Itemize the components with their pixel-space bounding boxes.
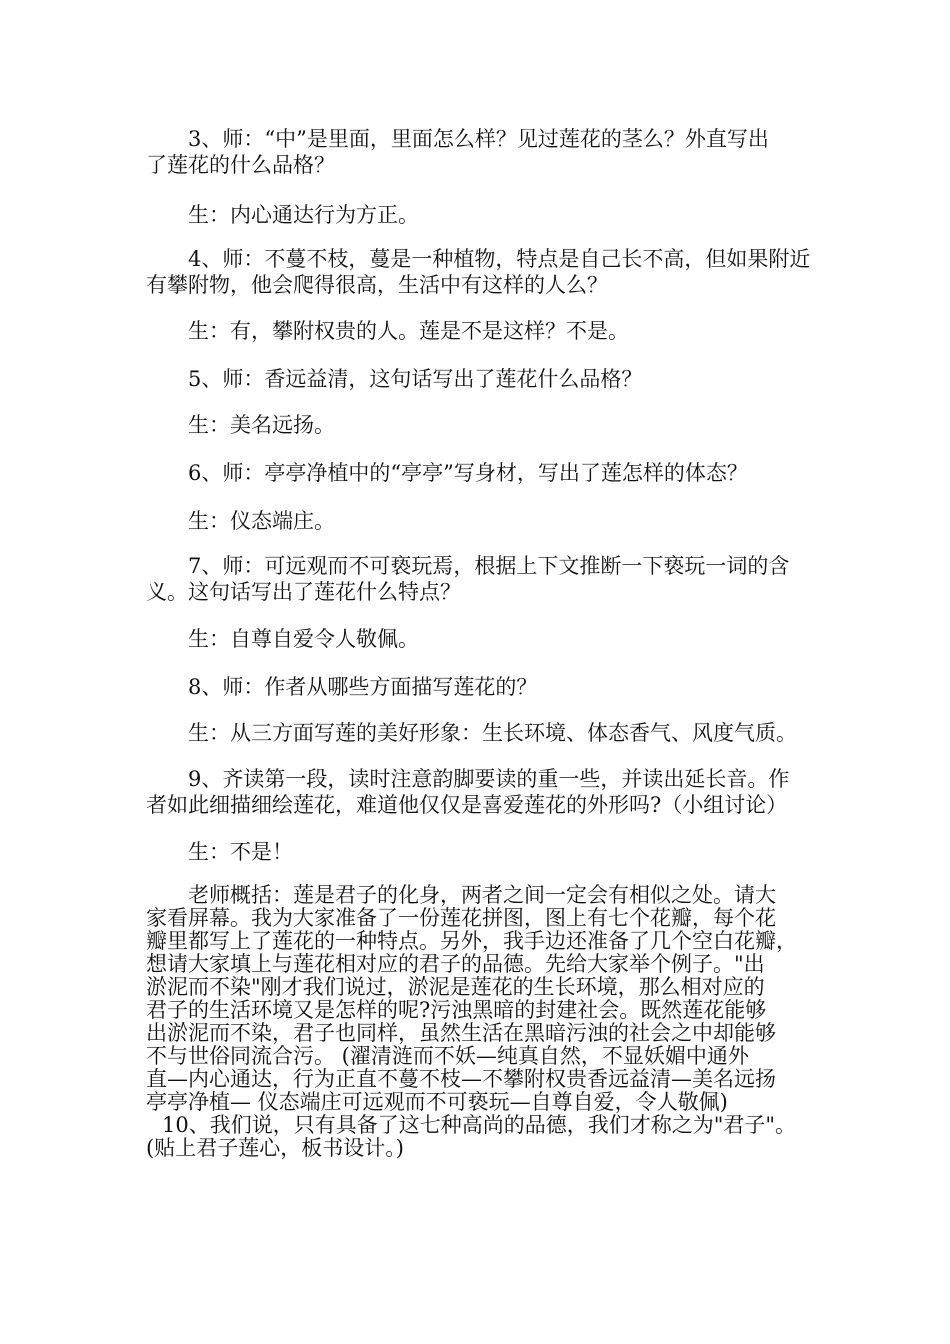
text-line: 生：内心通达行为方正。: [188, 203, 419, 227]
text-line: 8、师：作者从哪些方面描写莲花的？: [188, 675, 538, 699]
paragraph-student-4: [146, 318, 814, 344]
paragraph-teacher-8: [146, 674, 814, 700]
paragraph-student-9: [146, 839, 814, 865]
text-line: 家看屏幕。我为大家准备了一份莲花拼图，图上有七个花瓣，每个花: [146, 906, 776, 930]
text-line: 淤泥而不染"刚才我们说过，淤泥是莲花的生长环境，那么相对应的: [146, 975, 765, 999]
text-line: 有攀附物，他会爬得很高，生活中有这样的人么？: [146, 273, 608, 297]
text-line: 10、我们说，只有具备了这七种高尚的品德，我们才称之为"君子"。: [162, 1113, 797, 1137]
text-line: 生：不是！: [188, 840, 293, 864]
paragraph-student-8: [146, 720, 814, 746]
paragraph-step-10: [146, 1114, 814, 1160]
paragraph-teacher-7: [146, 553, 814, 605]
text-line: 亭亭净植— 仪态端庄可远观而不可亵玩—自尊自爱，令人敬佩): [146, 1090, 728, 1114]
text-line: 者如此细描细绘莲花，难道他仅仅是喜爱莲花的外形吗?（小组讨论）: [146, 793, 788, 817]
paragraph-student-7: [146, 626, 814, 652]
text-line: 生：自尊自爱令人敬佩。: [188, 627, 419, 651]
text-line: (贴上君子莲心，板书设计。): [146, 1136, 404, 1160]
text-line: 直—内心通达，行为正直不蔓不枝—不攀附权贵香远益清—美名远扬: [146, 1067, 776, 1091]
text-line: 生：仪态端庄。: [188, 509, 335, 533]
paragraph-teacher-summary: [146, 884, 814, 1114]
paragraph-step-9: [146, 766, 814, 818]
paragraph-teacher-4: [146, 246, 814, 298]
text-line: 生：从三方面写莲的美好形象：生长环境、体态香气、风度气质。: [188, 721, 797, 745]
paragraph-student-5: [146, 412, 814, 438]
text-line: 6、师：亭亭净植中的“亭亭”写身材，写出了莲怎样的体态？: [188, 461, 748, 485]
text-line: 义。这句话写出了莲花什么特点？: [146, 580, 461, 604]
text-line: 3、师：“中”是里面，里面怎么样？见过莲花的茎么？外直写出: [188, 127, 769, 151]
text-line: 生：美名远扬。: [188, 413, 335, 437]
text-line: 9、齐读第一段，读时注意韵脚要读的重一些，并读出延长音。作: [188, 767, 790, 791]
text-line: 生：有，攀附权贵的人。莲是不是这样？不是。: [188, 319, 629, 343]
text-line: 了莲花的什么品格？: [146, 153, 335, 177]
text-line: 4、师：不蔓不枝，蔓是一种植物，特点是自己长不高，但如果附近: [188, 247, 811, 271]
text-line: 君子的生活环境又是怎样的呢?污浊黑暗的封建社会。既然莲花能够: [146, 998, 767, 1022]
paragraph-teacher-6: [146, 460, 814, 486]
text-line: 7、师：可远观而不可亵玩焉，根据上下文推断一下亵玩一词的含: [188, 554, 790, 578]
text-line: 老师概括：莲是君子的化身，两者之间一定会有相似之处。请大: [188, 883, 776, 907]
paragraph-teacher-3: [146, 126, 814, 178]
paragraph-teacher-5: [146, 366, 814, 392]
text-line: 想请大家填上与莲花相对应的君子的品德。先给大家举个例子。"出: [146, 952, 765, 976]
text-line: 5、师：香远益清，这句话写出了莲花什么品格？: [188, 367, 643, 391]
paragraph-student-3: [146, 202, 814, 228]
text-line: 出淤泥而不染，君子也同样，虽然生活在黑暗污浊的社会之中却能够: [146, 1021, 776, 1045]
text-line: 瓣里都写上了莲花的一种特点。另外，我手边还准备了几个空白花瓣，: [146, 929, 797, 953]
paragraph-student-6: [146, 508, 814, 534]
text-line: 不与世俗同流合污。 (濯清涟而不妖—纯真自然，不显妖媚中通外: [146, 1044, 749, 1068]
